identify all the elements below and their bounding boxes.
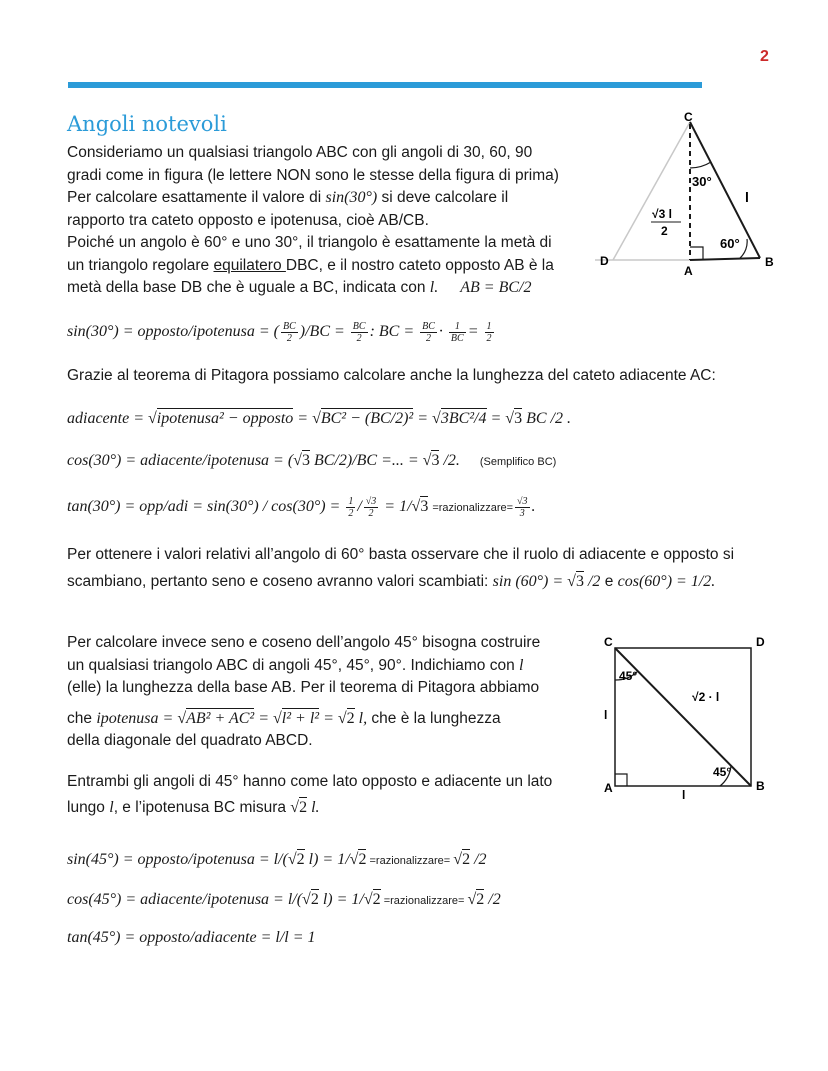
pitagora-intro: Grazie al teorema di Pitagora possiamo calcolare anche la lunghezza del cateto adiacente AC: <box>67 367 716 384</box>
page-number: 2 <box>760 48 769 65</box>
note-semplifico: (Semplifico BC) <box>479 456 557 468</box>
fortyfive-line: (elle) la lunghezza della base AB. Per il teorema di Pitagora abbiamo <box>67 679 540 696</box>
label-d: D <box>600 254 609 268</box>
fortyfive-line: Per calcolare invece seno e coseno dell’angolo 45° bisogna costruire <box>67 634 541 651</box>
sixty-line: scambiano, pertanto seno e coseno avranno valori scambiati: sin (60°) = √3 /2 e cos(60°) = 1/2. <box>67 573 716 590</box>
equation-cos30: cos(30°) = adiacente/ipotenusa = (√3 BC/2)/BC =... = √3 /2. (Semplifico BC) <box>67 452 557 469</box>
fortyfive-line: che ipotenusa = √AB² + AC² = √l² + l² = √2 l, che è la lunghezza <box>67 709 501 727</box>
intro-line: Consideriamo un qualsiasi triangolo ABC con gli angoli di 30, 60, 90 <box>67 144 533 161</box>
right-angle-mark <box>690 247 703 260</box>
intro-line: Per calcolare esattamente il valore di sin(30°) si deve calcolare il <box>67 189 509 206</box>
side-label-l: l <box>745 189 749 205</box>
label-a: A <box>684 264 693 278</box>
intro-line: metà della base DB che è uguale a BC, indicata con l. AB = BC/2 <box>67 279 532 296</box>
sixty-paragraph <box>67 541 734 595</box>
angle-arc-30 <box>690 162 711 168</box>
label-a: A <box>604 781 613 795</box>
fortyfive-line: un qualsiasi triangolo ABC di angoli 45°, 45°, 90°. Indichiamo con l <box>67 656 524 674</box>
side-ab <box>690 258 760 260</box>
fortyfive-line: lungo l, e l’ipotenusa BC misura √2 l. <box>67 799 320 816</box>
height-label-num: √3 l <box>652 207 672 221</box>
label-b: B <box>756 779 765 793</box>
label-b: B <box>765 255 774 269</box>
equation-tan30: tan(30°) = opp/adi = sin(30°) / cos(30°) = $\frac{1}{2}$ / $\frac{√3}{2}$ = 1/√3 =razionalizzare= $\frac{√3}{3}$ . <box>67 496 536 519</box>
equation-tan45: tan(45°) = opposto/adiacente = l/l = 1 <box>67 929 316 946</box>
intro-line: gradi come in figura (le lettere NON sono le stesse della figura di prima) <box>67 166 559 184</box>
section-title: Angoli notevoli <box>67 112 227 136</box>
fortyfive-paragraph <box>67 632 552 820</box>
angle-label-45-top: 45° <box>619 669 638 683</box>
right-angle-mark-a <box>615 774 627 786</box>
label-d: D <box>756 635 765 649</box>
label-c: C <box>604 635 613 649</box>
height-label-den: 2 <box>661 224 668 238</box>
sixty-line: Per ottenere i valori relativi all’angolo di 60° basta osservare che il ruolo di adiacente e opposto si <box>67 546 735 563</box>
side-dc <box>613 122 690 260</box>
angle-label-60: 60° <box>720 236 740 251</box>
fortyfive-line: Entrambi gli angoli di 45° hanno come lato opposto e adiacente un lato <box>67 772 553 790</box>
fortyfive-line: della diagonale del quadrato ABCD. <box>67 732 313 749</box>
label-c: C <box>684 110 693 124</box>
equation-cos45: cos(45°) = adiacente/ipotenusa = l/(√2 l) = 1/√2 =razionalizzare= √2 /2 <box>67 891 501 908</box>
side-label-l: l <box>604 708 608 722</box>
equation-sin30: sin(30°) = opposto/ipotenusa = ( $\frac{BC}{2}$ )/BC = $\frac{BC}{2}$ : BC = $\frac{BC}{2}$ · $\frac{1}{BC}$ = $\frac{1}{2}$ <box>67 321 492 344</box>
angle-arc-60 <box>740 239 747 258</box>
intro-paragraph <box>67 142 559 300</box>
angle-label-45-bottom: 45° <box>713 765 732 779</box>
equation-sin45: sin(45°) = opposto/ipotenusa = l/(√2 l) = 1/√2 =razionalizzare= √2 /2 <box>67 851 487 868</box>
square-45-diagram <box>600 632 775 802</box>
angle-label-30: 30° <box>692 174 712 189</box>
triangle-30-60-diagram <box>595 110 795 285</box>
header-rule <box>68 82 702 88</box>
intro-line: rapporto tra cateto opposto e ipotenusa, cioè AB/CB. <box>67 211 429 229</box>
note-razionalizzare: =razionalizzare= <box>432 502 514 515</box>
intro-line: un triangolo regolare equilatero DBC, e il nostro cateto opposto AB è la <box>67 256 554 274</box>
intro-line: Poiché un angolo è 60° e uno 30°, il triangolo è esattamente la metà di <box>67 234 552 251</box>
diagonal-label: √2 · l <box>692 690 720 704</box>
equation-adjacent: adiacente = √ipotenusa² − opposto = √BC² − (BC/2)² = √3BC²/4 = √3 BC /2 . <box>67 410 571 427</box>
base-label-l: l <box>682 788 686 802</box>
